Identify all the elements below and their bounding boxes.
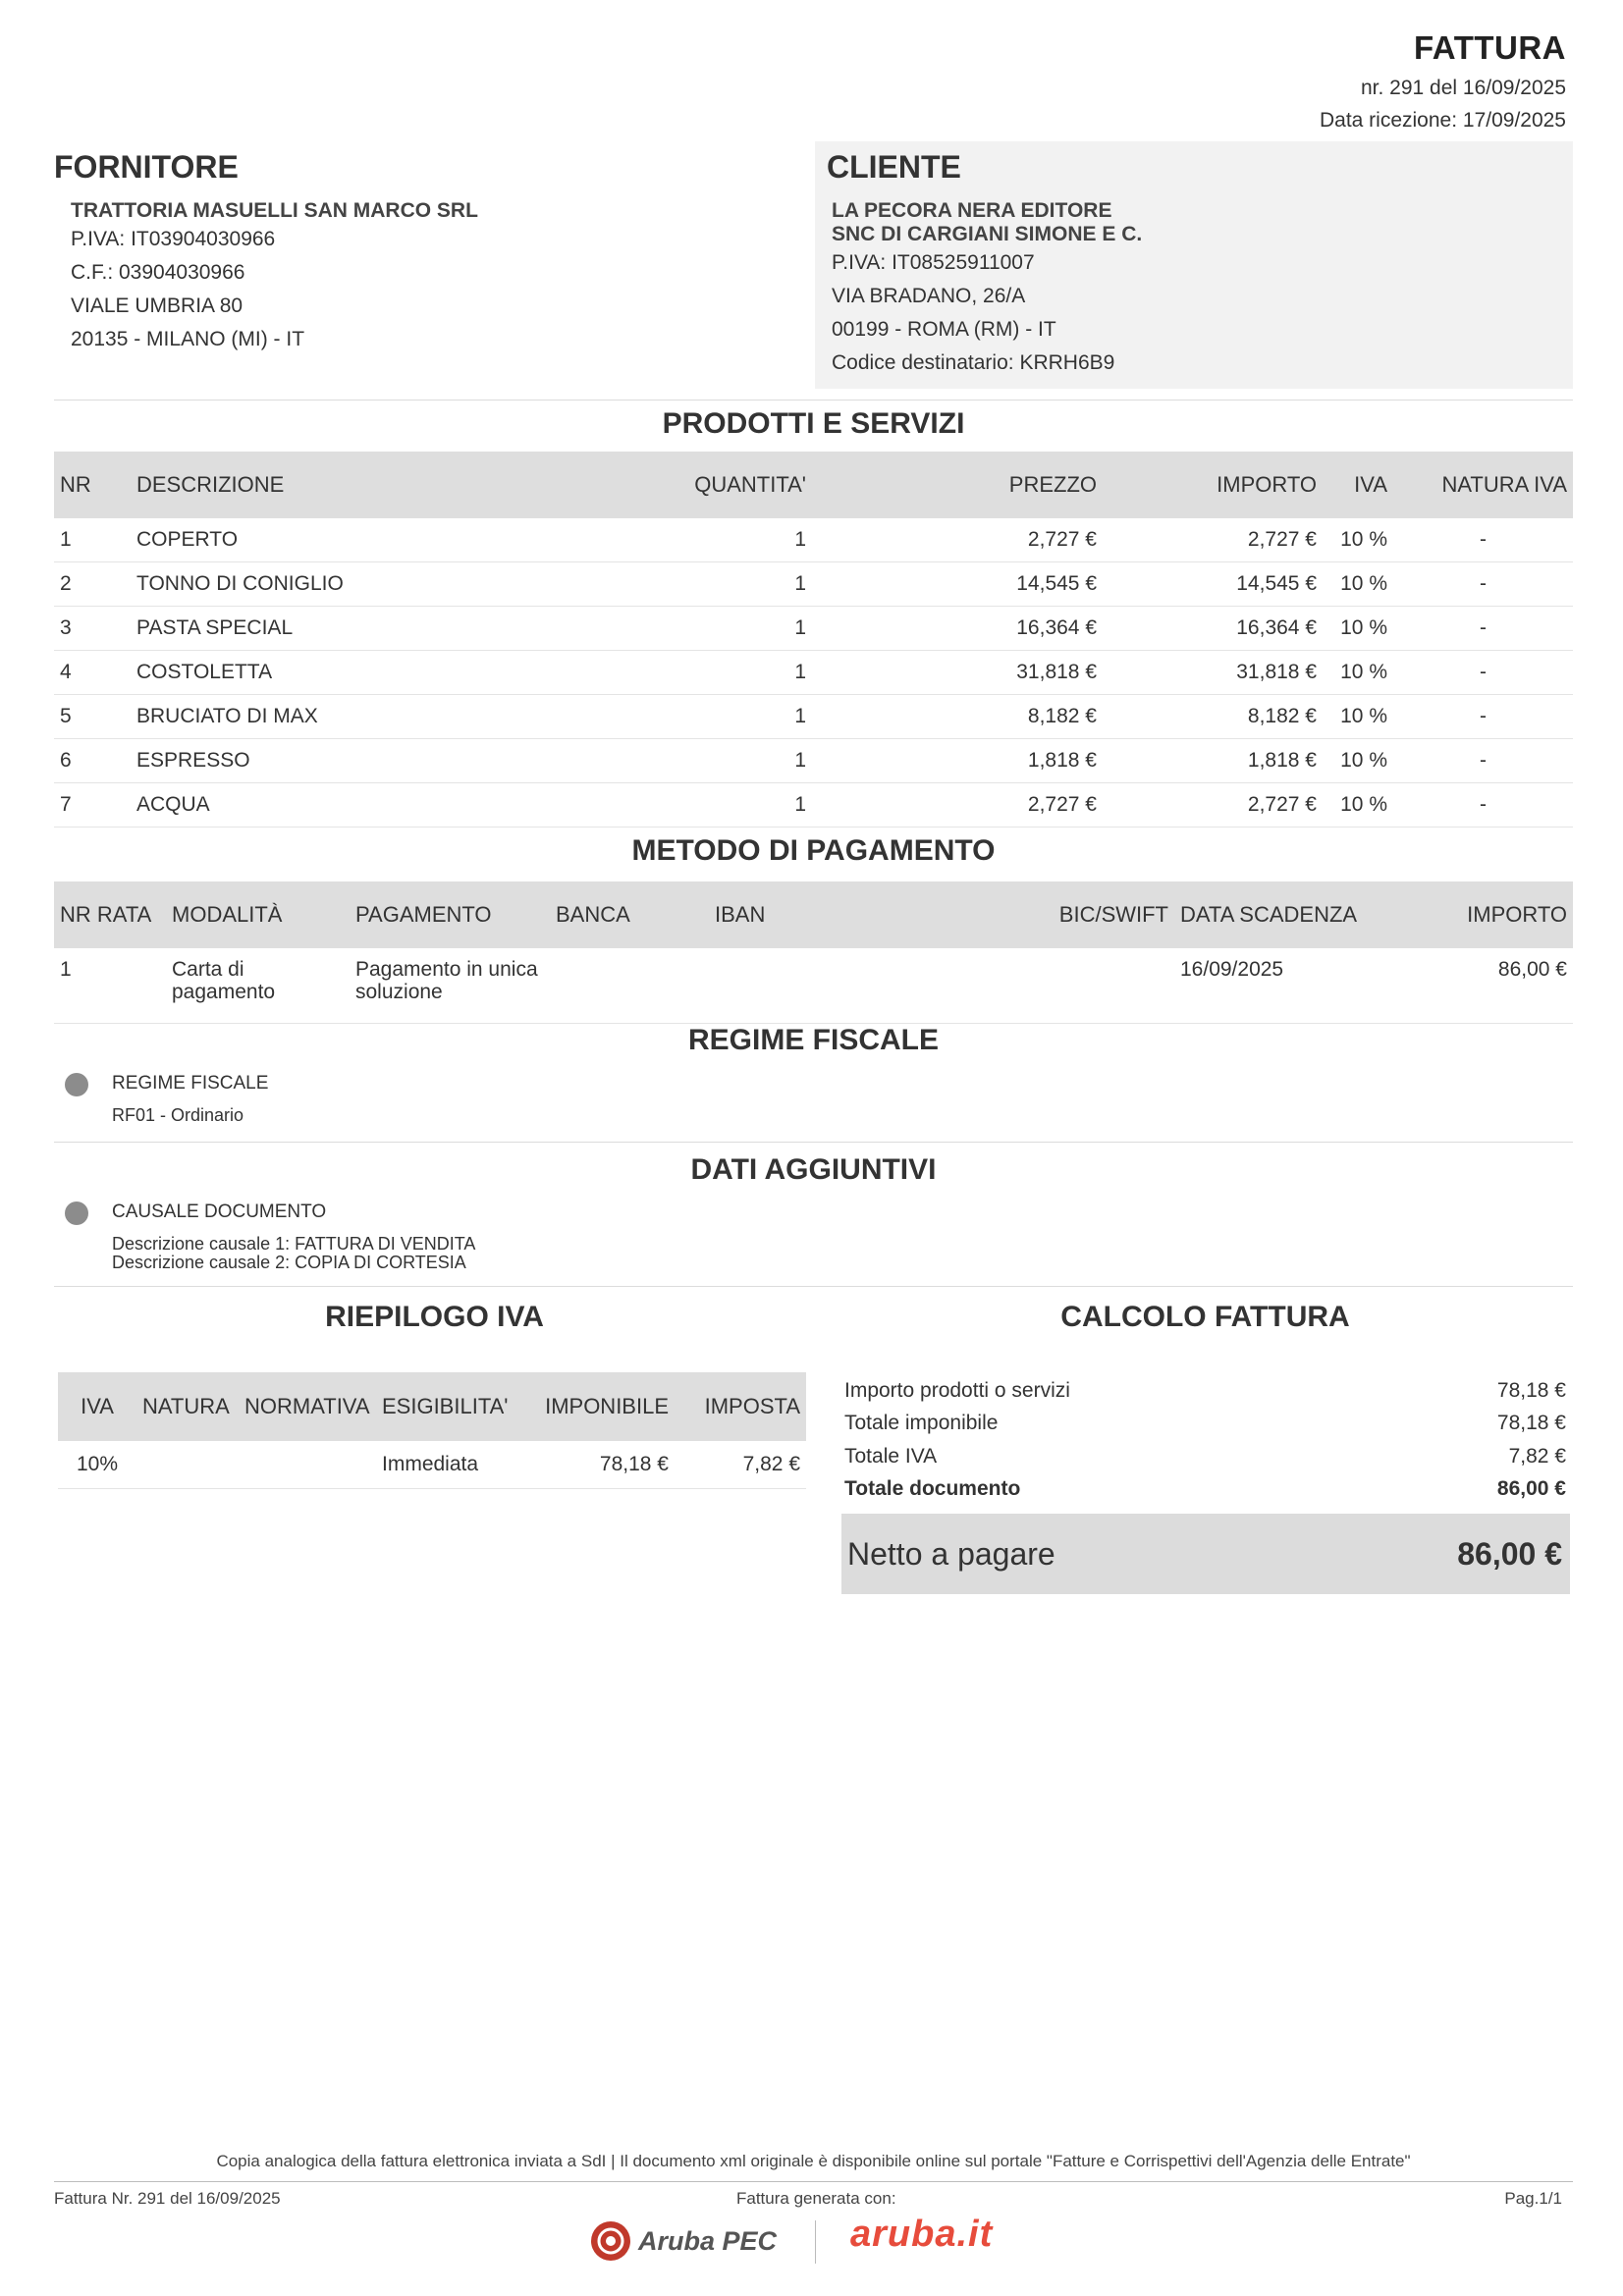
product-quantity: 1 xyxy=(633,518,812,562)
bullet-icon xyxy=(65,1201,88,1225)
col-nr: NR xyxy=(54,452,131,518)
totals-value: 86,00 € xyxy=(1496,1477,1566,1501)
product-amount: 1,818 € xyxy=(1103,739,1323,783)
product-vat: 10 % xyxy=(1323,695,1393,739)
supplier-address: VIALE UMBRIA 80 xyxy=(71,294,243,317)
vat-tax: 7,82 € xyxy=(675,1441,806,1489)
product-price: 2,727 € xyxy=(812,783,1103,828)
tax-regime-value: RF01 - Ordinario xyxy=(112,1105,244,1125)
supplier-block xyxy=(54,149,800,393)
bullet-icon xyxy=(65,1073,88,1096)
product-description: ESPRESSO xyxy=(131,739,633,783)
totals-value: 78,18 € xyxy=(1496,1378,1566,1402)
product-price: 8,182 € xyxy=(812,695,1103,739)
product-quantity: 1 xyxy=(633,651,812,695)
product-quantity: 1 xyxy=(633,783,812,828)
product-price: 2,727 € xyxy=(812,518,1103,562)
vat-eligibility: Immediata xyxy=(376,1441,525,1489)
product-nr: 7 xyxy=(54,783,131,828)
totals-row xyxy=(844,1440,1566,1473)
payment-header-row xyxy=(54,881,1573,948)
col-bic: BIC/SWIFT xyxy=(1045,881,1174,948)
product-quantity: 1 xyxy=(633,739,812,783)
product-vat: 10 % xyxy=(1323,739,1393,783)
product-amount: 2,727 € xyxy=(1103,518,1323,562)
col-mode: MODALITÀ xyxy=(166,881,350,948)
product-vat: 10 % xyxy=(1323,783,1393,828)
product-row xyxy=(54,695,1573,739)
product-vat-nature: - xyxy=(1393,562,1573,607)
col-vat: IVA xyxy=(1323,452,1393,518)
invoice-received-date: Data ricezione: 17/09/2025 xyxy=(1319,109,1566,132)
logo-divider xyxy=(815,2220,816,2264)
invoice-title: FATTURA xyxy=(1413,29,1566,66)
totals-title: CALCOLO FATTURA xyxy=(1060,1301,1350,1333)
col-description: DESCRIZIONE xyxy=(131,452,633,518)
product-vat-nature: - xyxy=(1393,651,1573,695)
aruba-pec-logo xyxy=(589,2216,777,2266)
payment-bic xyxy=(1045,948,1174,1024)
product-vat-nature: - xyxy=(1393,518,1573,562)
vat-taxable: 78,18 € xyxy=(525,1441,675,1489)
vat-rate: 10% xyxy=(58,1441,136,1489)
product-quantity: 1 xyxy=(633,562,812,607)
vat-rule xyxy=(239,1441,376,1489)
footer-page-number: Pag.1/1 xyxy=(1504,2189,1562,2208)
customer-vat: P.IVA: IT08525911007 xyxy=(832,251,1035,274)
vat-summary-title: RIEPILOGO IVA xyxy=(325,1301,544,1333)
totals-label: Totale imponibile xyxy=(844,1412,999,1435)
col-due-date: DATA SCADENZA xyxy=(1174,881,1412,948)
payment-method: Pagamento in unica soluzione xyxy=(350,948,550,1024)
product-row xyxy=(54,651,1573,695)
supplier-heading: FORNITORE xyxy=(54,149,239,185)
payment-table xyxy=(54,881,1573,1024)
totals-list xyxy=(844,1374,1566,1506)
col-quantity: QUANTITA' xyxy=(633,452,812,518)
supplier-name: TRATTORIA MASUELLI SAN MARCO SRL xyxy=(71,199,478,222)
payment-due-date: 16/09/2025 xyxy=(1174,948,1412,1024)
vat-header-row xyxy=(58,1372,806,1441)
product-nr: 5 xyxy=(54,695,131,739)
additional-line1: Descrizione causale 1: FATTURA DI VENDITA xyxy=(112,1234,476,1254)
totals-row xyxy=(844,1473,1566,1507)
product-description: COSTOLETTA xyxy=(131,651,633,695)
col-tax: IMPOSTA xyxy=(675,1372,806,1441)
product-vat: 10 % xyxy=(1323,518,1393,562)
product-row xyxy=(54,739,1573,783)
product-description: BRUCIATO DI MAX xyxy=(131,695,633,739)
payment-iban xyxy=(709,948,1045,1024)
customer-name-line2: SNC DI CARGIANI SIMONE E C. xyxy=(832,223,1143,245)
product-vat-nature: - xyxy=(1393,607,1573,651)
net-to-pay-box xyxy=(841,1514,1570,1594)
totals-label: Totale documento xyxy=(844,1477,1021,1501)
product-vat: 10 % xyxy=(1323,607,1393,651)
product-row xyxy=(54,607,1573,651)
customer-address: VIA BRADANO, 26/A xyxy=(832,285,1026,307)
divider xyxy=(54,1286,1573,1287)
product-vat-nature: - xyxy=(1393,739,1573,783)
totals-row xyxy=(844,1408,1566,1441)
product-description: COPERTO xyxy=(131,518,633,562)
product-vat: 10 % xyxy=(1323,651,1393,695)
supplier-vat: P.IVA: IT03904030966 xyxy=(71,228,276,250)
aruba-pec-logo-text: Aruba PEC xyxy=(638,2225,778,2256)
col-price: PREZZO xyxy=(812,452,1103,518)
col-payment: PAGAMENTO xyxy=(350,881,550,948)
tax-regime-label: REGIME FISCALE xyxy=(112,1073,269,1094)
product-vat-nature: - xyxy=(1393,783,1573,828)
product-price: 14,545 € xyxy=(812,562,1103,607)
vat-row xyxy=(58,1441,806,1489)
customer-block xyxy=(815,141,1573,389)
product-price: 1,818 € xyxy=(812,739,1103,783)
product-vat-nature: - xyxy=(1393,695,1573,739)
product-price: 31,818 € xyxy=(812,651,1103,695)
payment-amount: 86,00 € xyxy=(1412,948,1573,1024)
payment-rate: 1 xyxy=(54,948,166,1024)
product-row xyxy=(54,783,1573,828)
payment-title: METODO DI PAGAMENTO xyxy=(631,834,996,867)
product-amount: 31,818 € xyxy=(1103,651,1323,695)
products-body xyxy=(54,518,1573,828)
supplier-city: 20135 - MILANO (MI) - IT xyxy=(71,328,305,350)
footer-divider xyxy=(54,2181,1573,2182)
product-description: ACQUA xyxy=(131,783,633,828)
product-row xyxy=(54,562,1573,607)
product-amount: 14,545 € xyxy=(1103,562,1323,607)
col-iban: IBAN xyxy=(709,881,1045,948)
net-to-pay-label: Netto a pagare xyxy=(847,1535,1055,1572)
products-header-row xyxy=(54,452,1573,518)
col-bank: BANCA xyxy=(550,881,709,948)
customer-city: 00199 - ROMA (RM) - IT xyxy=(832,318,1056,341)
products-table xyxy=(54,452,1573,828)
footer-generated-with: Fattura generata con: xyxy=(736,2189,896,2208)
col-payment-amount: IMPORTO xyxy=(1412,881,1573,948)
footer-note: Copia analogica della fattura elettronica inviata a SdI | Il documento xml originale è disponibile online sul portale "Fatture e Corrispettivi dell'Agenzia delle Entrate" xyxy=(216,2152,1411,2170)
products-title: PRODOTTI E SERVIZI xyxy=(662,407,965,440)
product-nr: 1 xyxy=(54,518,131,562)
product-nr: 4 xyxy=(54,651,131,695)
product-description: TONNO DI CONIGLIO xyxy=(131,562,633,607)
customer-name-line1: LA PECORA NERA EDITORE xyxy=(832,199,1112,222)
additional-title: DATI AGGIUNTIVI xyxy=(690,1153,937,1186)
col-nature: NATURA xyxy=(136,1372,239,1441)
totals-label: Totale IVA xyxy=(844,1444,938,1468)
additional-line2: Descrizione causale 2: COPIA DI CORTESIA xyxy=(112,1253,466,1272)
footer-invoice-ref: Fattura Nr. 291 del 16/09/2025 xyxy=(54,2189,281,2208)
totals-value: 78,18 € xyxy=(1496,1412,1566,1435)
product-row xyxy=(54,518,1573,562)
product-nr: 2 xyxy=(54,562,131,607)
additional-label: CAUSALE DOCUMENTO xyxy=(112,1201,327,1222)
divider xyxy=(54,1142,1573,1143)
product-quantity: 1 xyxy=(633,695,812,739)
invoice-number: nr. 291 del 16/09/2025 xyxy=(1360,77,1566,99)
product-amount: 2,727 € xyxy=(1103,783,1323,828)
net-to-pay-value: 86,00 € xyxy=(1457,1535,1562,1572)
col-vat-nature: NATURA IVA xyxy=(1393,452,1573,518)
product-price: 16,364 € xyxy=(812,607,1103,651)
product-quantity: 1 xyxy=(633,607,812,651)
aruba-pec-seal-icon xyxy=(589,2219,632,2263)
supplier-cf: C.F.: 03904030966 xyxy=(71,261,245,284)
tax-regime-title: REGIME FISCALE xyxy=(687,1024,939,1056)
col-eligibility: ESIGIBILITA' xyxy=(376,1372,525,1441)
vat-summary-table xyxy=(58,1372,806,1489)
col-rule: NORMATIVA xyxy=(239,1372,376,1441)
payment-row xyxy=(54,948,1573,1024)
col-amount: IMPORTO xyxy=(1103,452,1323,518)
product-description: PASTA SPECIAL xyxy=(131,607,633,651)
product-nr: 3 xyxy=(54,607,131,651)
product-vat: 10 % xyxy=(1323,562,1393,607)
customer-recipient-code: Codice destinatario: KRRH6B9 xyxy=(832,351,1115,374)
totals-row xyxy=(844,1374,1566,1408)
vat-nature xyxy=(136,1441,239,1489)
col-taxable: IMPONIBILE xyxy=(525,1372,675,1441)
payment-bank xyxy=(550,948,709,1024)
product-nr: 6 xyxy=(54,739,131,783)
product-amount: 8,182 € xyxy=(1103,695,1323,739)
totals-label: Importo prodotti o servizi xyxy=(844,1378,1070,1402)
col-vat: IVA xyxy=(58,1372,136,1441)
totals-value: 7,82 € xyxy=(1508,1444,1566,1468)
payment-mode: Carta di pagamento xyxy=(166,948,350,1024)
col-rate: NR RATA xyxy=(54,881,166,948)
customer-heading: CLIENTE xyxy=(827,149,961,185)
aruba-it-logo: aruba.it xyxy=(850,2214,994,2255)
product-amount: 16,364 € xyxy=(1103,607,1323,651)
